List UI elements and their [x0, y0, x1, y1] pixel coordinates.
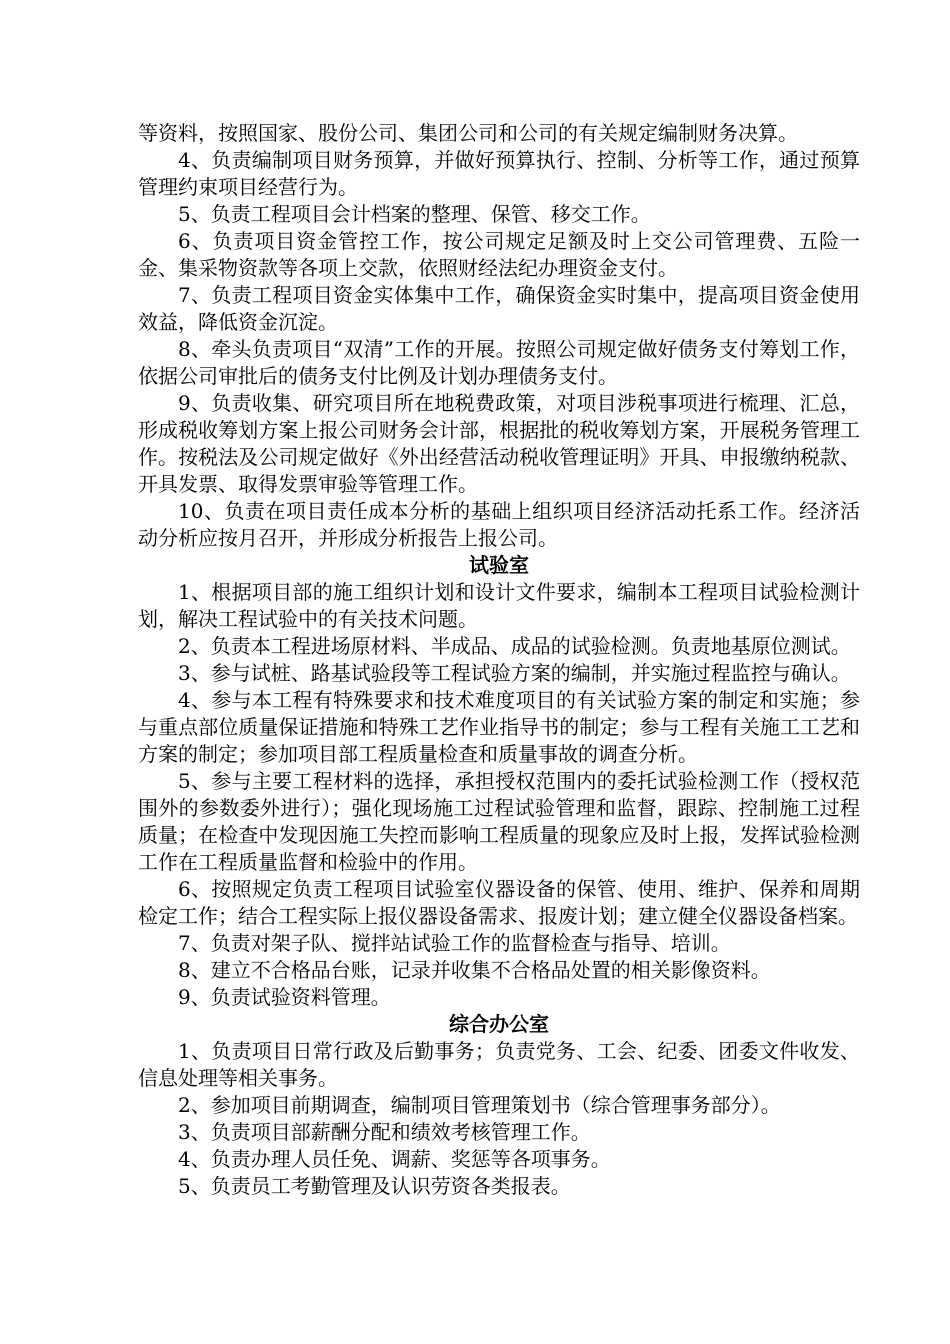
finance-item-7: 7、负责工程项目资金实体集中工作，确保资金实时集中，提高项目资金使用效益，降低资金沉淀。	[138, 283, 860, 334]
office-section	[138, 1011, 860, 1200]
finance-item-8: 8、牵头负责项目“双清”工作的开展。按照公司规定做好债务支付筹划工作，依据公司审批后的债务支付比例及计划办理债务支付。	[138, 337, 860, 388]
office-section-title: 综合办公室	[449, 1012, 549, 1036]
finance-item-6: 6、负责项目资金管控工作，按公司规定足额及时上交公司管理费、五险一金、集采物资款等各项上交款，依照财经法纪办理资金支付。	[138, 229, 860, 280]
finance-item-10: 10、负责在项目责任成本分析的基础上组织项目经济活动托系工作。经济活动分析应按月召开，并形成分析报告上报公司。	[138, 499, 860, 550]
lab-item-2: 2、负责本工程进场原材料、半成品、成品的试验检测。负责地基原位测试。	[178, 634, 851, 658]
office-item-1: 1、负责项目日常行政及后勤事务；负责党务、工会、纪委、团委文件收发、信息处理等相关事务。	[138, 1039, 860, 1090]
finance-item-9: 9、负责收集、研究项目所在地税费政策，对项目涉税事项进行梳理、汇总，形成税收筹划方案上报公司财务会计部，根据批的税收筹划方案，开展税务管理工作。按税法及公司规定做好《外出经营活动税收管理证明》开具、申报缴纳税款、开具发票、取得发票审验等管理工作。	[138, 391, 860, 496]
office-item-3: 3、负责项目部薪酬分配和绩效考核管理工作。	[178, 1120, 591, 1144]
lab-item-4: 4、参与本工程有特殊要求和技术难度项目的有关试验方案的制定和实施；参与重点部位质量保证措施和特殊工艺作业指导书的制定；参与工程有关施工工艺和方案的制定；参加项目部工程质量检查和质量事故的调查分析。	[138, 688, 860, 766]
lab-item-6: 6、按照规定负责工程项目试验室仪器设备的保管、使用、维护、保养和周期检定工作；结合工程实际上报仪器设备需求、报废计划；建立健全仪器设备档案。	[138, 877, 860, 928]
office-item-5: 5、负责员工考勤管理及认识劳资各类报表。	[178, 1174, 571, 1198]
finance-section	[138, 120, 860, 552]
document-page	[138, 120, 860, 1200]
lab-item-8: 8、建立不合格品台账，记录并收集不合格品处置的相关影像资料。	[178, 958, 771, 982]
lab-item-9: 9、负责试验资料管理。	[178, 985, 391, 1009]
lab-section-title: 试验室	[469, 553, 529, 577]
finance-paragraph-continued: 等资料，按照国家、股份公司、集团公司和公司的有关规定编制财务决算。	[138, 121, 798, 145]
finance-item-4: 4、负责编制项目财务预算，并做好预算执行、控制、分析等工作，通过预算管理约束项目经营行为。	[138, 148, 860, 199]
lab-item-3: 3、参与试桩、路基试验段等工程试验方案的编制，并实施过程监控与确认。	[178, 661, 851, 685]
finance-item-5: 5、负责工程项目会计档案的整理、保管、移交工作。	[178, 202, 651, 226]
office-item-4: 4、负责办理人员任免、调薪、奖惩等各项事务。	[178, 1147, 611, 1171]
office-item-2: 2、参加项目前期调查，编制项目管理策划书（综合管理事务部分）。	[178, 1093, 781, 1117]
lab-item-7: 7、负责对架子队、搅拌站试验工作的监督检查与指导、培训。	[178, 931, 731, 955]
lab-item-5: 5、参与主要工程材料的选择，承担授权范围内的委托试验检测工作（授权范围外的参数委外进行）；强化现场施工过程试验管理和监督，跟踪、控制施工过程质量；在检查中发现因施工失控而影响工程质量的现象应及时上报，发挥试验检测工作在工程质量监督和检验中的作用。	[138, 769, 860, 874]
lab-item-1: 1、根据项目部的施工组织计划和设计文件要求，编制本工程项目试验检测计划，解决工程试验中的有关技术问题。	[138, 580, 860, 631]
lab-section	[138, 552, 860, 1011]
